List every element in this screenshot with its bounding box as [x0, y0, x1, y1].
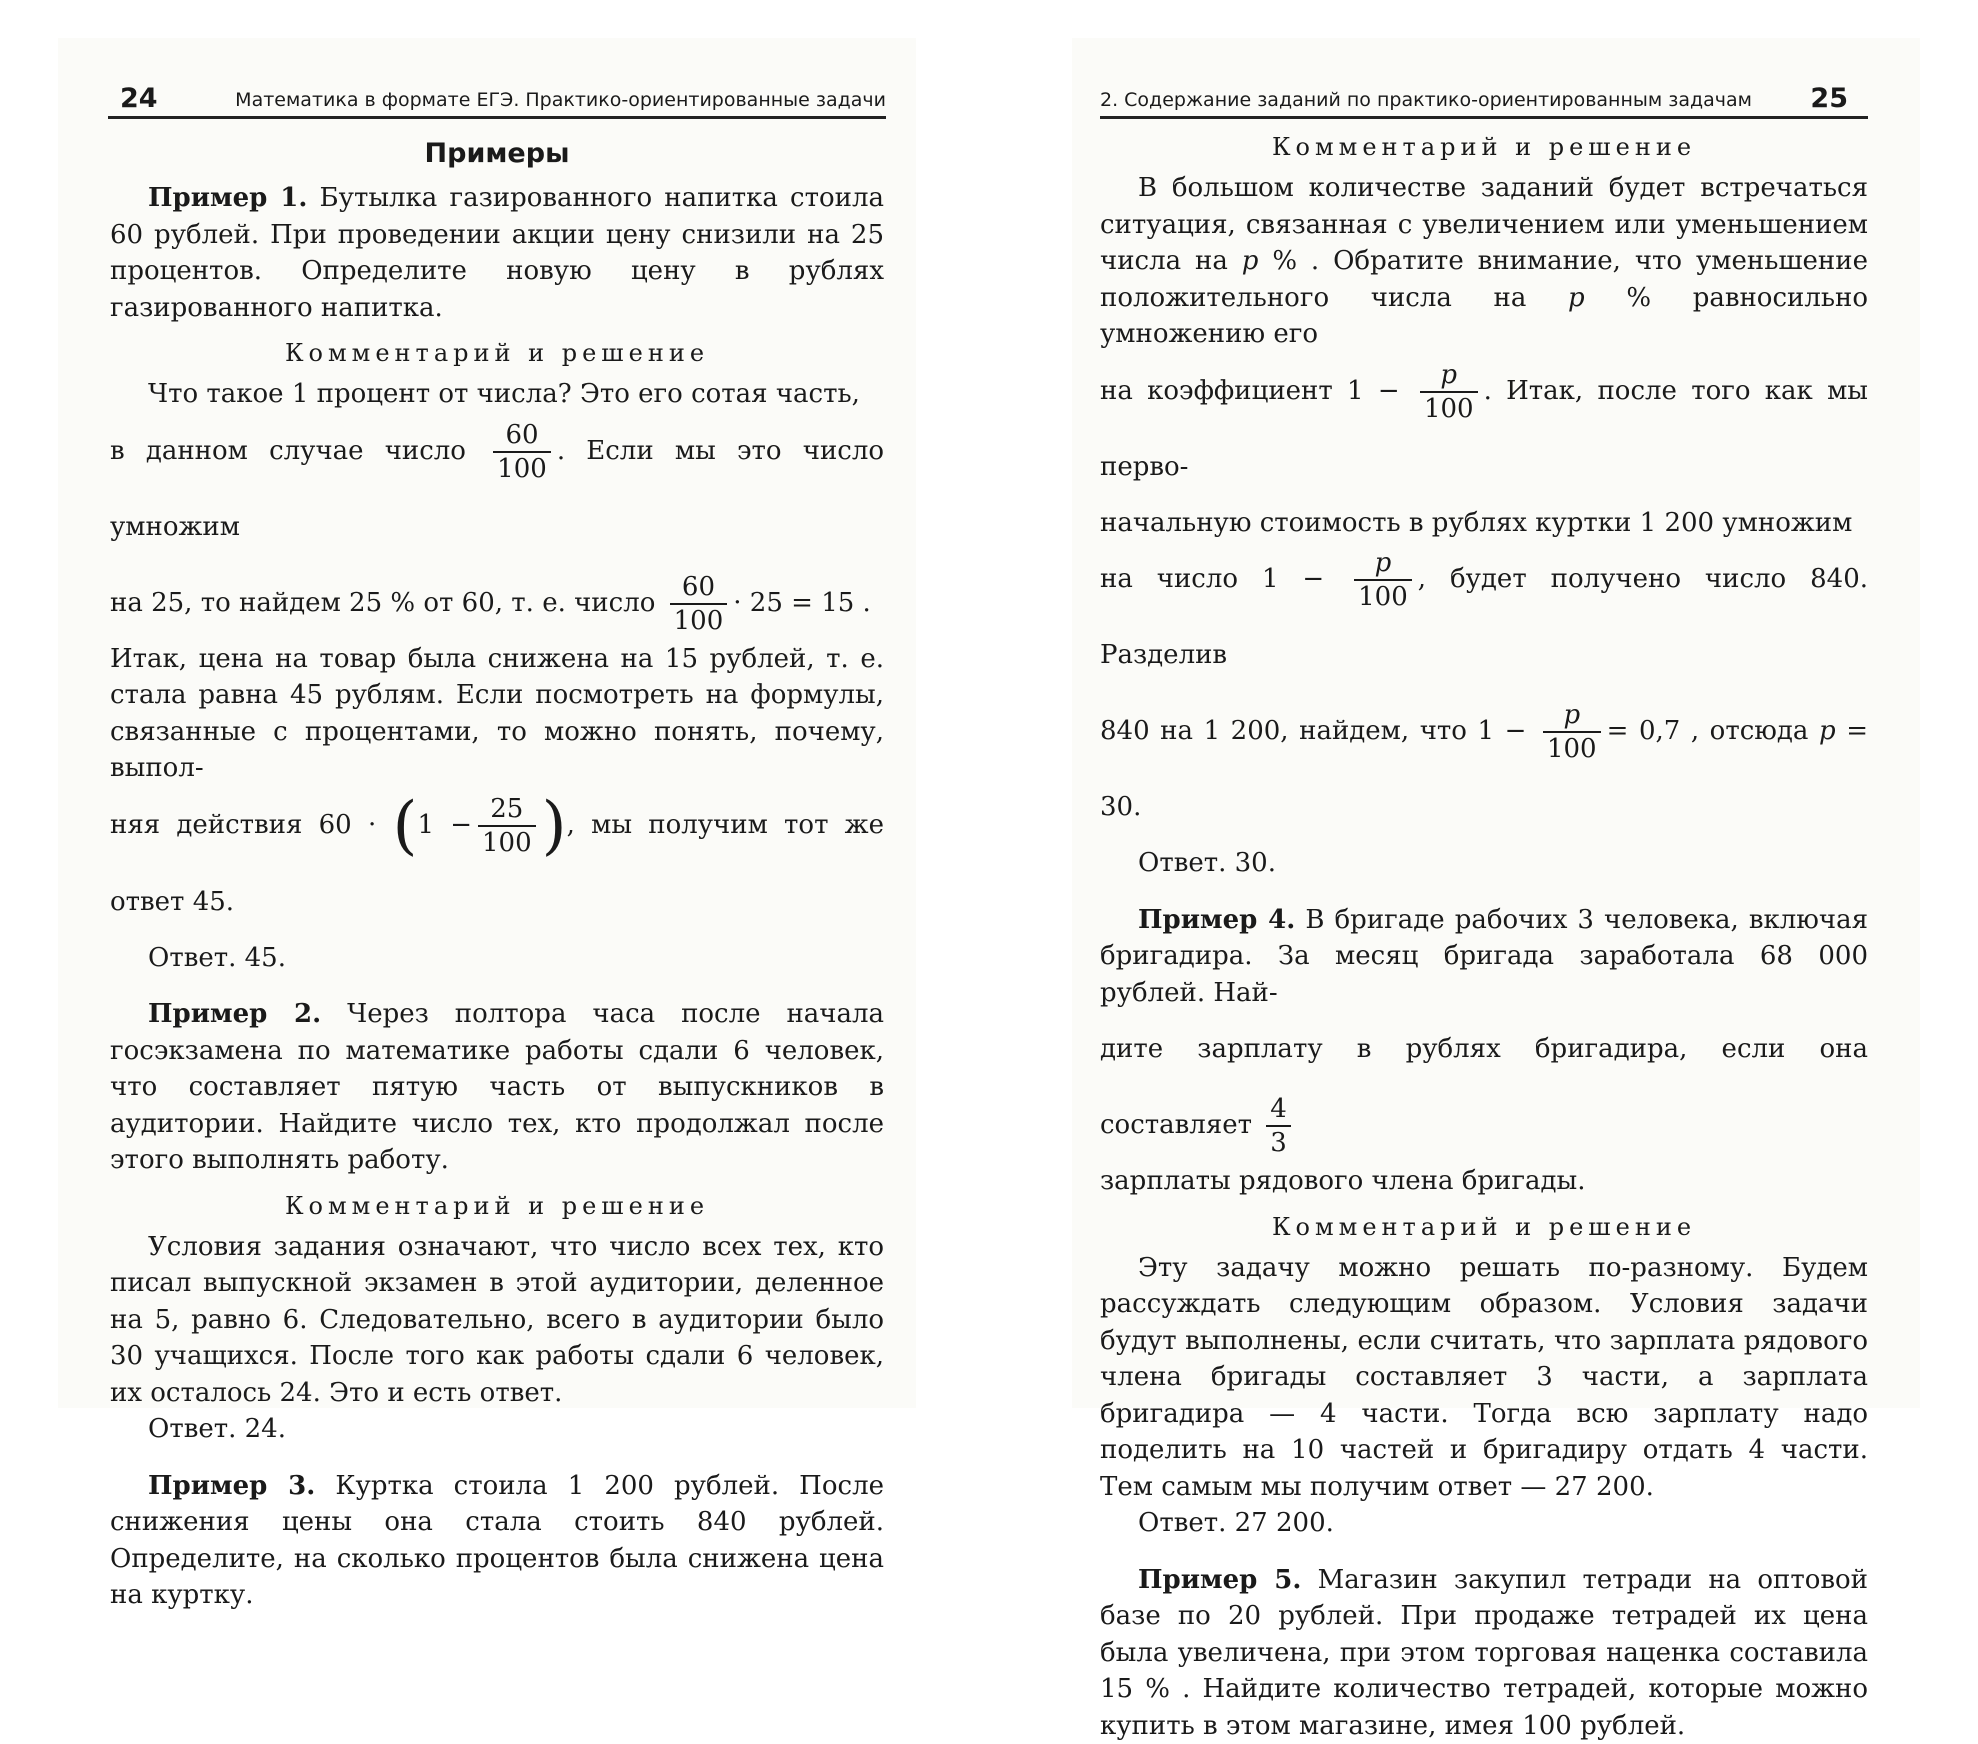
solution-line: Что такое 1 процент от числа? Это его сотая часть,: [110, 376, 884, 413]
solution-math-line: 840 на 1 200, найдем, что 1 − $\frac{p}{100}$ = 0,7 , отсюда p = 30.: [1100, 693, 1868, 845]
example-label: Пример 3.: [148, 1471, 315, 1501]
example-5-statement: [1100, 1562, 1868, 1744]
solution-math-line: в данном случае число $\frac{60}{100}$ . Если мы это число умножим: [110, 413, 884, 565]
example-text: Магазин закупил тетради на оптовой базе по 20 рублей. При продаже тетрадей их цена была увеличена, при этом торговая наценка составила 15 % . Найдите количество тетрадей, которые можно купить в этом магазине, имея 100 рублей.: [1100, 1565, 1868, 1741]
page-number: 25: [1810, 83, 1848, 114]
fraction: $\frac{p}{100}$: [1543, 699, 1601, 765]
left-page-header: [108, 78, 886, 119]
solution-math-line: на 25, то найдем 25 % от 60, т. е. число $\frac{60}{100}$ · 25 = 15 .: [110, 565, 884, 641]
solution-paragraph: Итак, цена на товар была снижена на 15 рублей, т. е. стала равна 45 рублям. Если посмотреть на формулы, связанные с процентами, то можно понять, почему, выпол-: [110, 641, 884, 787]
solution-paragraph: В большом количестве заданий будет встречаться ситуация, связанная с увеличением или уменьшением числа на p % . Обратите внимание, что уменьшение положительного числа на p % равносильно умножению его: [1100, 170, 1868, 353]
comment-heading: Комментарий и решение: [110, 1191, 884, 1221]
right-page-content: [1100, 130, 1868, 1744]
fraction: $\frac{p}{100}$: [1420, 359, 1478, 425]
running-title: Математика в формате ЕГЭ. Практико-ориентированные задачи: [235, 89, 886, 111]
example-4-statement: [1100, 902, 1868, 1012]
example-3-statement: [110, 1468, 884, 1614]
fraction: $\frac{60}{100}$: [670, 571, 728, 637]
example-1-statement: [110, 180, 884, 326]
answer: Ответ. 30.: [1100, 845, 1868, 882]
solution-paragraph: Условия задания означают, что число всех тех, кто писал выпускной экзамен в этой аудитории, деленное на 5, равно 6. Следовательно, всего в аудитории было 30 учащихся. После того как работы сдали 6 человек, их осталось 24. Это и есть ответ.: [110, 1229, 884, 1412]
left-page-content: [110, 130, 884, 1614]
answer: Ответ. 24.: [110, 1411, 884, 1448]
running-title: 2. Содержание заданий по практико-ориентированным задачам: [1100, 89, 1752, 111]
answer: Ответ. 45.: [110, 940, 884, 977]
comment-heading: Комментарий и решение: [1100, 132, 1868, 162]
comment-heading: Комментарий и решение: [110, 338, 884, 368]
solution-paragraph: Эту задачу можно решать по-разному. Будем рассуждать следующим образом. Условия задачи будут выполнены, если считать, что зарплата рядового члена бригады составляет 3 части, а зарплата бригадира — 4 части. Тогда всю зарплату надо поделить на 10 частей и бригадиру отдать 4 части. Тем самым мы получим ответ — 27 200.: [1100, 1250, 1868, 1506]
example-label: Пример 2.: [148, 999, 321, 1029]
example-2-statement: [110, 996, 884, 1179]
example-4-line: зарплаты рядового члена бригады.: [1100, 1163, 1868, 1200]
section-title: Примеры: [110, 134, 884, 174]
solution-math-line: на коэффициент 1 − $\frac{p}{100}$ . Итак, после того как мы перво-: [1100, 353, 1868, 505]
fraction: $\frac{p}{100}$: [1354, 547, 1412, 613]
right-page: [1072, 38, 1920, 1408]
example-text: Куртка стоила 1 200 рублей. После снижения цены она стала стоить 840 рублей. Определите, на сколько процентов была снижена цена на куртку.: [110, 1471, 884, 1611]
fraction: $\frac{25}{100}$: [478, 793, 536, 859]
comment-heading: Комментарий и решение: [1100, 1212, 1868, 1242]
example-label: Пример 1.: [148, 183, 307, 213]
fraction: $\frac{4}{3}$: [1266, 1093, 1291, 1159]
answer: Ответ. 27 200.: [1100, 1505, 1868, 1542]
solution-line: начальную стоимость в рублях куртки 1 200 умножим: [1100, 505, 1868, 542]
example-text: В бригаде рабочих 3 человека, включая бригадира. За месяц бригада заработала 68 000 рублей. Най-: [1100, 905, 1868, 1008]
page-number: 24: [120, 83, 158, 114]
solution-math-line: на число 1 − $\frac{p}{100}$ , будет получено число 840. Разделив: [1100, 541, 1868, 693]
left-page: [58, 38, 916, 1408]
example-text: Бутылка газированного напитка стоила 60 рублей. При проведении акции цену снизили на 25 процентов. Определите новую цену в рублях газированного напитка.: [110, 183, 884, 323]
example-text: Через полтора часа после начала госэкзамена по математике работы сдали 6 человек, что составляет пятую часть от выпускников в аудитории. Найдите число тех, кто продолжал после этого выполнять работу.: [110, 999, 884, 1175]
example-label: Пример 4.: [1138, 905, 1295, 935]
example-4-math-line: дите зарплату в рублях бригадира, если она составляет $\frac{4}{3}$: [1100, 1011, 1868, 1163]
example-label: Пример 5.: [1138, 1565, 1301, 1595]
solution-math-line: няя действия 60 · (1 − $\frac{25}{100}$ ), мы получим тот же ответ 45.: [110, 787, 884, 940]
fraction: $\frac{60}{100}$: [493, 419, 551, 485]
right-page-header: [1100, 78, 1868, 119]
